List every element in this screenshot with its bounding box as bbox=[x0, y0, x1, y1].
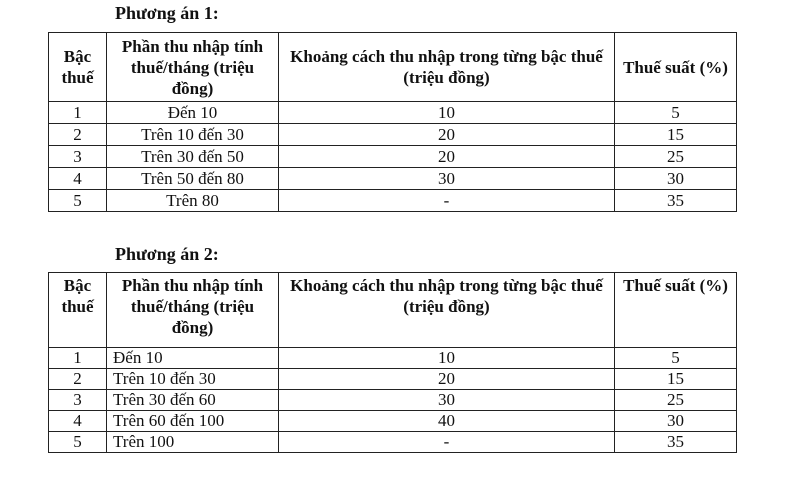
cell-gap: 20 bbox=[279, 369, 615, 390]
cell-rate: 15 bbox=[615, 369, 737, 390]
table-row bbox=[49, 411, 737, 432]
section-title-option-2: Phương án 2: bbox=[115, 244, 219, 264]
tax-table-option-2 bbox=[48, 272, 737, 453]
header-tax-rate: Thuế suất (%) bbox=[615, 273, 737, 348]
cell-gap: 30 bbox=[279, 168, 615, 190]
cell-gap: 20 bbox=[279, 146, 615, 168]
cell-gap: 10 bbox=[279, 348, 615, 369]
header-taxable-income: Phần thu nhập tính thuế/tháng (triệu đồng) bbox=[107, 33, 279, 102]
table-header-row bbox=[49, 33, 737, 102]
table-row bbox=[49, 190, 737, 212]
cell-level: 1 bbox=[49, 102, 107, 124]
table-row bbox=[49, 102, 737, 124]
cell-range: Trên 60 đến 100 bbox=[107, 411, 279, 432]
cell-level: 5 bbox=[49, 190, 107, 212]
table-row bbox=[49, 390, 737, 411]
header-income-gap: Khoảng cách thu nhập trong từng bậc thuế (triệu đồng) bbox=[279, 273, 615, 348]
cell-level: 4 bbox=[49, 168, 107, 190]
cell-rate: 30 bbox=[615, 411, 737, 432]
header-income-gap: Khoảng cách thu nhập trong từng bậc thuế (triệu đồng) bbox=[279, 33, 615, 102]
cell-rate: 35 bbox=[615, 432, 737, 453]
cell-level: 2 bbox=[49, 124, 107, 146]
cell-range: Trên 30 đến 60 bbox=[107, 390, 279, 411]
cell-range: Trên 100 bbox=[107, 432, 279, 453]
table-row bbox=[49, 348, 737, 369]
cell-gap: 30 bbox=[279, 390, 615, 411]
cell-gap: 20 bbox=[279, 124, 615, 146]
cell-gap: 40 bbox=[279, 411, 615, 432]
cell-range: Đến 10 bbox=[107, 102, 279, 124]
table-row bbox=[49, 168, 737, 190]
cell-range: Trên 10 đến 30 bbox=[107, 369, 279, 390]
cell-gap: - bbox=[279, 190, 615, 212]
cell-rate: 35 bbox=[615, 190, 737, 212]
cell-rate: 5 bbox=[615, 348, 737, 369]
section-title-option-1: Phương án 1: bbox=[115, 3, 219, 23]
header-tax-level: Bậc thuế bbox=[49, 273, 107, 348]
cell-range: Trên 50 đến 80 bbox=[107, 168, 279, 190]
header-taxable-income: Phần thu nhập tính thuế/tháng (triệu đồng) bbox=[107, 273, 279, 348]
cell-range: Trên 30 đến 50 bbox=[107, 146, 279, 168]
cell-range: Đến 10 bbox=[107, 348, 279, 369]
cell-rate: 30 bbox=[615, 168, 737, 190]
header-tax-level: Bậc thuế bbox=[49, 33, 107, 102]
header-tax-rate: Thuế suất (%) bbox=[615, 33, 737, 102]
cell-range: Trên 10 đến 30 bbox=[107, 124, 279, 146]
cell-gap: - bbox=[279, 432, 615, 453]
cell-rate: 15 bbox=[615, 124, 737, 146]
cell-level: 5 bbox=[49, 432, 107, 453]
cell-rate: 25 bbox=[615, 146, 737, 168]
cell-range: Trên 80 bbox=[107, 190, 279, 212]
cell-level: 3 bbox=[49, 390, 107, 411]
cell-rate: 5 bbox=[615, 102, 737, 124]
cell-level: 2 bbox=[49, 369, 107, 390]
table-row bbox=[49, 369, 737, 390]
table-row bbox=[49, 124, 737, 146]
table-row bbox=[49, 146, 737, 168]
cell-gap: 10 bbox=[279, 102, 615, 124]
table-header-row bbox=[49, 273, 737, 348]
cell-rate: 25 bbox=[615, 390, 737, 411]
table-row bbox=[49, 432, 737, 453]
cell-level: 3 bbox=[49, 146, 107, 168]
cell-level: 1 bbox=[49, 348, 107, 369]
cell-level: 4 bbox=[49, 411, 107, 432]
tax-table-option-1 bbox=[48, 32, 737, 212]
